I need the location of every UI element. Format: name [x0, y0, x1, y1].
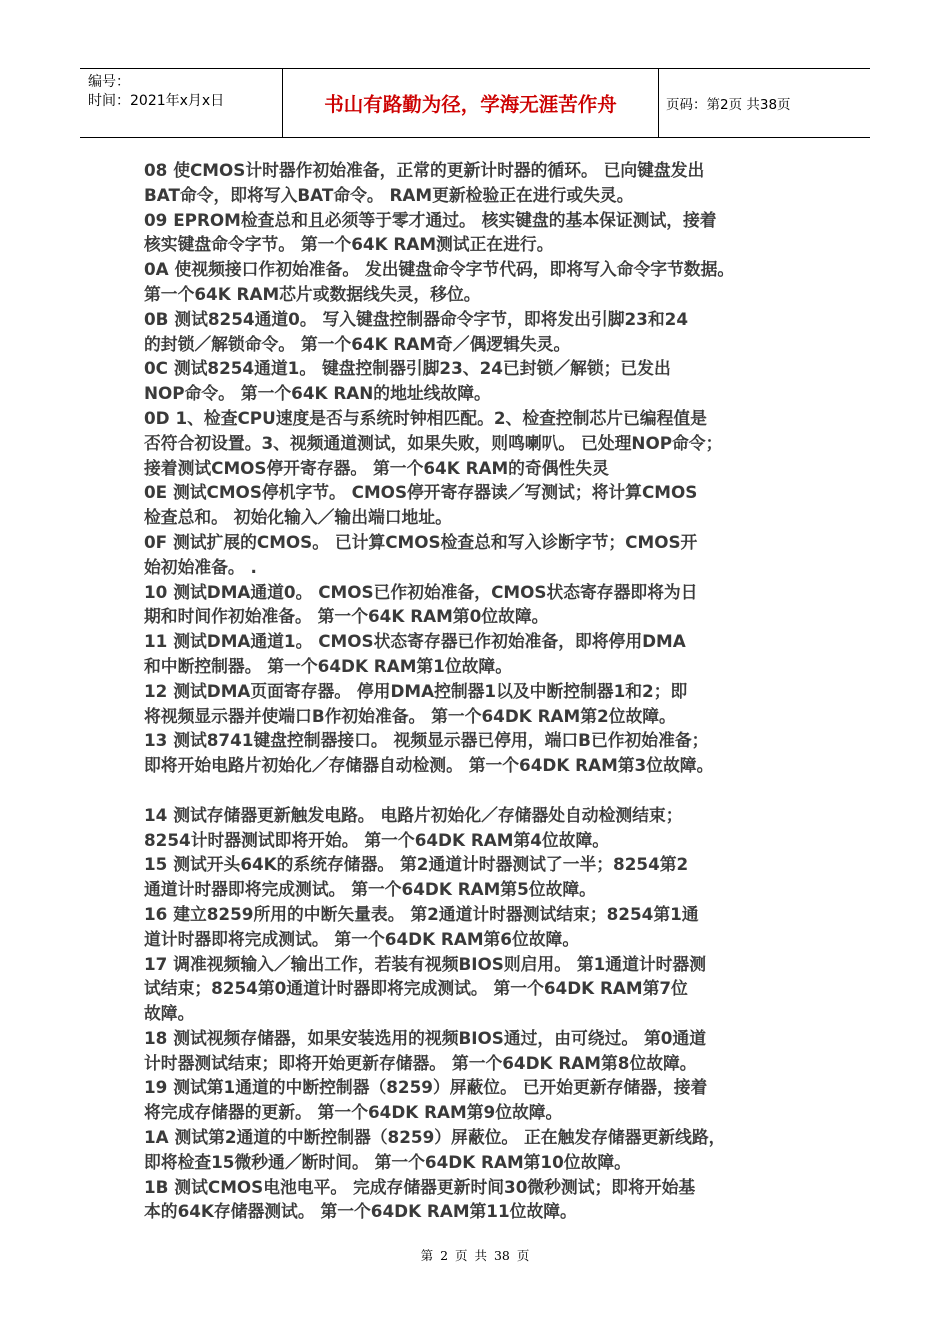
entry-line: 16 建立8259所用的中断矢量表。 第2通道计时器测试结束；8254第1通 [144, 903, 699, 924]
entry-line: 道计时器即将完成测试。 第一个64DK RAM第6位故障。 [144, 928, 580, 949]
entry-0e [144, 480, 816, 530]
entry-08 [144, 158, 816, 208]
entry-15 [144, 852, 816, 902]
entry-line: 本的64K存储器测试。 第一个64DK RAM第11位故障。 [144, 1201, 577, 1222]
header-page-number: 页码：第2页 共38页 [666, 97, 791, 113]
header-meta [80, 69, 283, 137]
entry-line: 和中断控制器。 第一个64DK RAM第1位故障。 [144, 655, 512, 676]
entry-line: 0D 1、检查CPU速度是否与系统时钟相匹配。2、检查控制芯片已编程值是 [144, 407, 707, 428]
entry-19 [144, 1075, 816, 1125]
entry-line: 0C 测试8254通道1。 键盘控制器引脚23、24已封锁／解锁；已发出 [144, 358, 671, 379]
entry-line: 12 测试DMA页面寄存器。 停用DMA控制器1以及中断控制器1和2；即 [144, 680, 688, 701]
entry-1b [144, 1175, 816, 1225]
entry-line: 将完成存储器的更新。 第一个64DK RAM第9位故障。 [144, 1102, 563, 1123]
entry-line: 11 测试DMA通道1。 CMOS状态寄存器已作初始准备，即将停用DMA [144, 631, 686, 652]
entry-line: 18 测试视频存储器，如果安装选用的视频BIOS通过，由可绕过。 第0通道 [144, 1027, 706, 1048]
entry-line: 故障。 [144, 1003, 195, 1024]
entry-16 [144, 902, 816, 952]
page-header [80, 68, 870, 138]
entry-14 [144, 803, 816, 853]
entry-line: 将视频显示器并使端口B作初始准备。 第一个64DK RAM第2位故障。 [144, 705, 676, 726]
entry-line: 0B 测试8254通道0。 写入键盘控制器命令字节，即将发出引脚23和24 [144, 308, 688, 329]
entry-line: NOP命令。 第一个64K RAN的地址线故障。 [144, 383, 491, 404]
entry-11 [144, 629, 816, 679]
entry-line: 10 测试DMA通道0。 CMOS已作初始准备，CMOS状态寄存器即将为日 [144, 581, 698, 602]
entry-17 [144, 952, 816, 1026]
entry-line: 即将开始电路片初始化／存储器自动检测。 第一个64DK RAM第3位故障。 [144, 755, 714, 776]
entry-line: 第一个64K RAM芯片或数据线失灵，移位。 [144, 283, 481, 304]
entry-line: 0E 测试CMOS停机字节。 CMOS停开寄存器读／写测试；将计算CMOS [144, 482, 698, 503]
entry-line: 检查总和。 初始化输入／输出端口地址。 [144, 507, 452, 528]
entry-line: 核实键盘命令字节。 第一个64K RAM测试正在进行。 [144, 234, 554, 255]
header-number: 编号： [88, 74, 130, 90]
entry-13 [144, 728, 816, 778]
entry-line: 接着测试CMOS停开寄存器。 第一个64K RAM的奇偶性失灵 [144, 457, 609, 478]
entry-line: 09 EPROM检查总和且必须等于零才通过。 核实键盘的基本保证测试，接着 [144, 209, 717, 230]
entry-18 [144, 1026, 816, 1076]
entry-0a [144, 257, 816, 307]
entry-09 [144, 208, 816, 258]
header-motto: 书山有路勤为径，学海无涯苦作舟 [283, 69, 659, 137]
entry-line: 即将检查15微秒通／断时间。 第一个64DK RAM第10位故障。 [144, 1151, 631, 1172]
entry-line: 08 使CMOS计时器作初始准备，正常的更新计时器的循环。 已向键盘发出 [144, 160, 705, 180]
entry-line: 通道计时器即将完成测试。 第一个64DK RAM第5位故障。 [144, 879, 596, 900]
entry-1a [144, 1125, 816, 1175]
entry-line: 14 测试存储器更新触发电路。 电路片初始化／存储器处自动检测结束； [144, 804, 683, 825]
entry-line: 否符合初设置。3、视频通道测试，如果失败，则鸣喇叭。 已处理NOP命令； [144, 432, 723, 453]
entry-line: 8254计时器测试即将开始。 第一个64DK RAM第4位故障。 [144, 829, 610, 850]
entry-line: 19 测试第1通道的中断控制器（8259）屏蔽位。 已开始更新存储器，接着 [144, 1077, 708, 1098]
entry-line: BAT命令，即将写入BAT命令。 RAM更新检验正在进行或失灵。 [144, 184, 634, 205]
entry-0d [144, 406, 816, 480]
entry-line: 17 调准视频输入／输出工作，若装有视频BIOS则启用。 第1通道计时器测 [144, 953, 706, 974]
entry-line: 期和时间作初始准备。 第一个64K RAM第0位故障。 [144, 606, 549, 627]
entry-line: 15 测试开头64K的系统存储器。 第2通道计时器测试了一半；8254第2 [144, 854, 689, 875]
entry-line: 试结束；8254第0通道计时器即将完成测试。 第一个64DK RAM第7位 [144, 978, 688, 999]
entry-line: 计时器测试结束；即将开始更新存储器。 第一个64DK RAM第8位故障。 [144, 1052, 697, 1073]
page-footer: 第 2 页 共 38 页 [420, 1248, 530, 1263]
entry-0c [144, 356, 816, 406]
entry-line: 0A 使视频接口作初始准备。 发出键盘命令字节代码，即将写入命令字节数据。 [144, 259, 735, 280]
entry-line: 13 测试8741键盘控制器接口。 视频显示器已停用，端口B已作初始准备； [144, 730, 709, 751]
header-time: 时间：2021年x月x日 [88, 93, 225, 109]
entry-0b [144, 307, 816, 357]
entry-line: 1A 测试第2通道的中断控制器（8259）屏蔽位。 正在触发存储器更新线路， [144, 1127, 726, 1148]
entry-line: 1B 测试CMOS电池电平。 完成存储器更新时间30微秒测试；即将开始基 [144, 1176, 696, 1197]
entry-10 [144, 580, 816, 630]
entry-line: 的封锁／解锁命令。 第一个64K RAM奇／偶逻辑失灵。 [144, 333, 571, 354]
document-body [144, 158, 816, 1224]
entry-line: 始初始准备。 . [144, 556, 257, 577]
entry-line: 0F 测试扩展的CMOS。 已计算CMOS检查总和写入诊断字节；CMOS开 [144, 531, 698, 552]
entry-12 [144, 679, 816, 729]
entry-0f [144, 530, 816, 580]
